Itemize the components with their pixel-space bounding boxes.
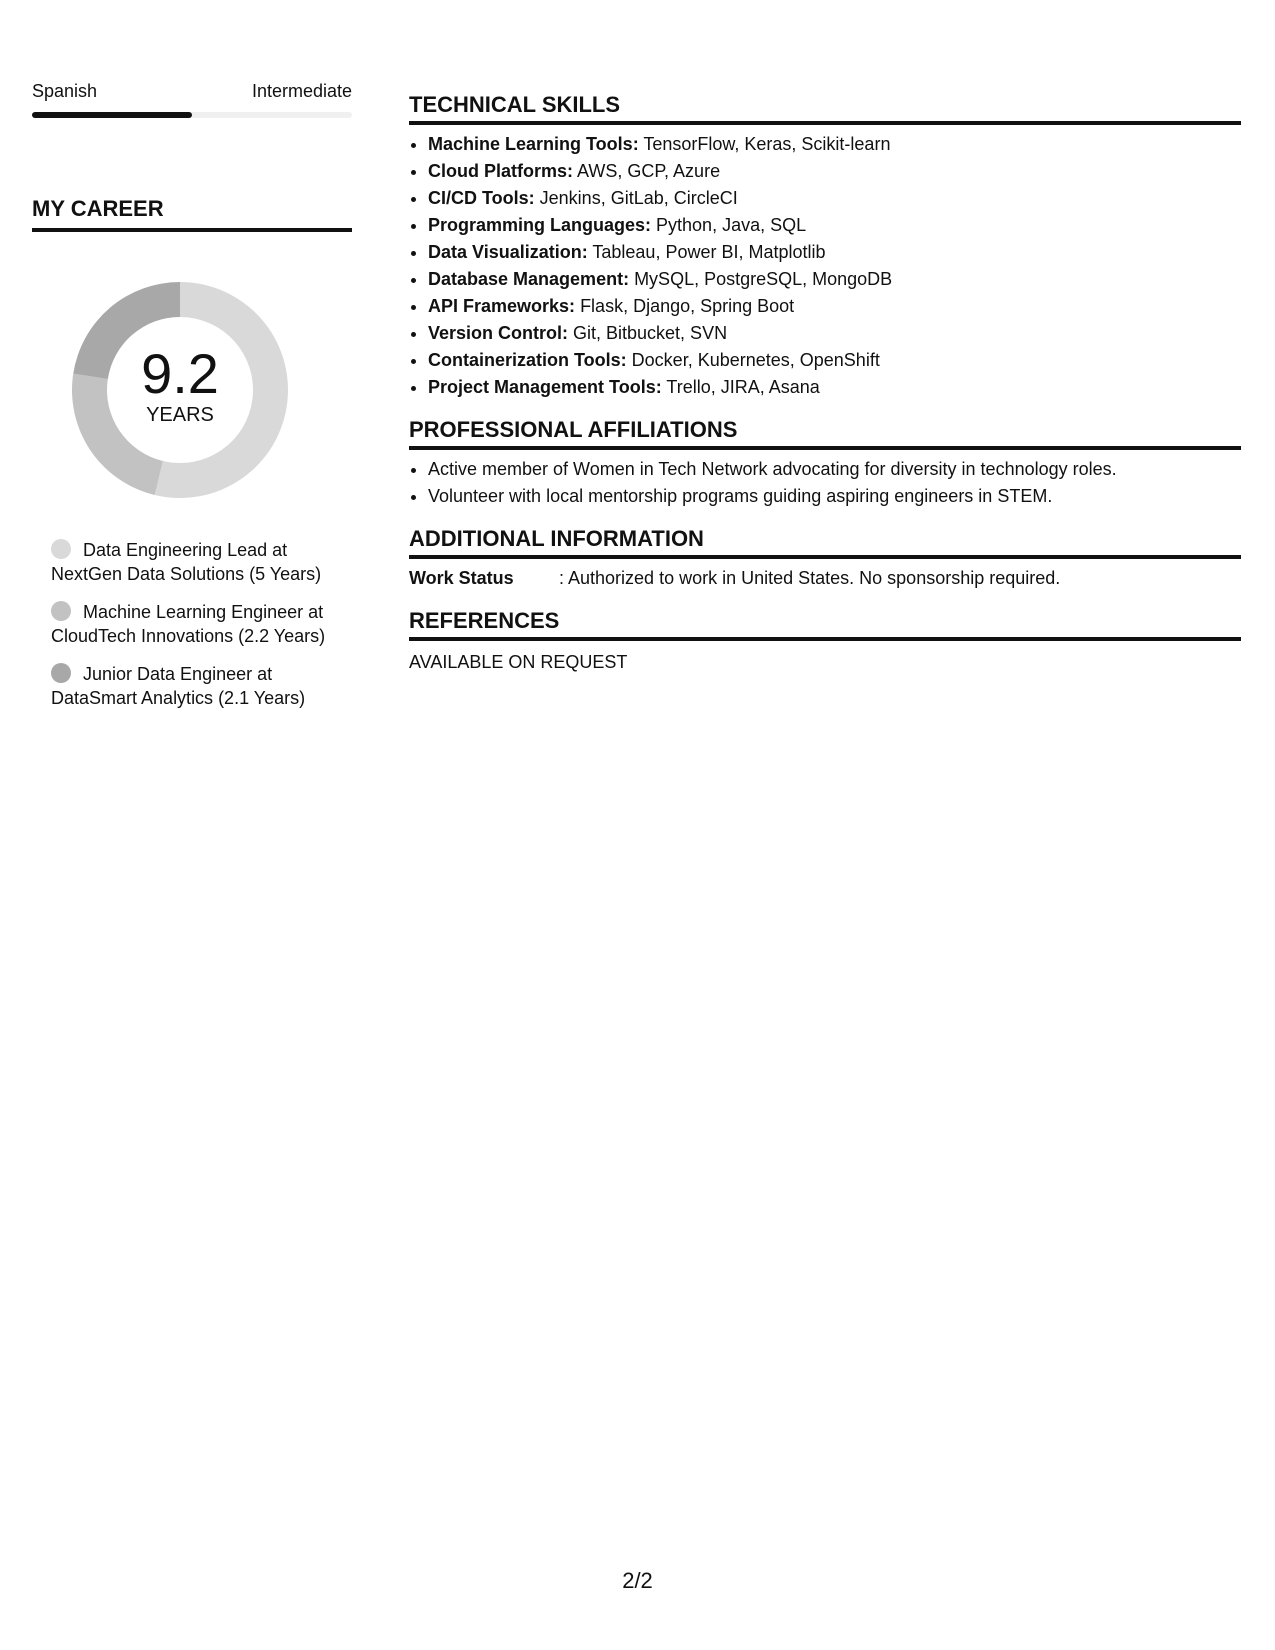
technical-skills-list xyxy=(409,131,1241,401)
references-heading: REFERENCES xyxy=(409,608,1241,641)
career-heading: MY CAREER xyxy=(32,196,352,232)
skill-value: Trello, JIRA, Asana xyxy=(661,377,820,397)
legend-dot-icon xyxy=(51,663,71,683)
skill-item xyxy=(428,293,1241,320)
skill-label: Project Management Tools: xyxy=(428,377,662,397)
skill-item xyxy=(428,239,1241,266)
language-name: Spanish xyxy=(32,81,98,101)
skill-value: Tableau, Power BI, Matplotlib xyxy=(587,242,826,262)
skill-value: Git, Bitbucket, SVN xyxy=(568,323,728,343)
skill-item xyxy=(428,212,1241,239)
work-status-row xyxy=(409,565,1241,592)
affiliations-list xyxy=(409,456,1241,510)
skill-item xyxy=(428,374,1241,401)
career-legend xyxy=(32,538,352,710)
language-level: Intermediate xyxy=(251,81,352,101)
legend-dot-icon xyxy=(51,539,71,559)
total-years-value: 9.2 xyxy=(141,342,219,405)
affiliations-heading: PROFESSIONAL AFFILIATIONS xyxy=(409,417,1241,450)
technical-skills-heading: TECHNICAL SKILLS xyxy=(409,92,1241,125)
skill-label: Programming Languages: xyxy=(428,215,652,235)
skill-label: Version Control: xyxy=(428,323,569,343)
skill-value: Python, Java, SQL xyxy=(651,215,807,235)
career-donut-chart xyxy=(66,276,294,504)
donut-center xyxy=(66,276,294,504)
language-row xyxy=(32,80,352,102)
skill-value: Docker, Kubernetes, OpenShift xyxy=(626,350,880,370)
skill-item xyxy=(428,266,1241,293)
career-item xyxy=(51,538,340,586)
total-years-unit: YEARS xyxy=(146,404,214,426)
language-proficiency-bar xyxy=(32,112,352,118)
right-column xyxy=(409,92,1241,676)
skill-label: Database Management: xyxy=(428,269,630,289)
skill-value: TensorFlow, Keras, Scikit-learn xyxy=(638,134,891,154)
language-proficiency-fill xyxy=(32,112,192,118)
work-status-value: : Authorized to work in United States. No sponsorship required. xyxy=(559,568,1061,588)
career-item xyxy=(51,662,340,710)
skill-item xyxy=(428,158,1241,185)
skill-label: CI/CD Tools: xyxy=(428,188,535,208)
skill-value: Flask, Django, Spring Boot xyxy=(575,296,795,316)
skill-value: MySQL, PostgreSQL, MongoDB xyxy=(629,269,893,289)
career-item xyxy=(51,600,340,648)
career-item-text: Junior Data Engineer at DataSmart Analytics (2.1 Years) xyxy=(51,664,306,708)
skill-item xyxy=(428,347,1241,374)
skill-item xyxy=(428,320,1241,347)
additional-info-heading: ADDITIONAL INFORMATION xyxy=(409,526,1241,559)
skill-value: Jenkins, GitLab, CircleCI xyxy=(534,188,738,208)
skill-label: Machine Learning Tools: xyxy=(428,134,639,154)
page-number: 2/2 xyxy=(622,1568,653,1593)
skill-label: Data Visualization: xyxy=(428,242,588,262)
left-column xyxy=(32,80,352,724)
skill-label: Cloud Platforms: xyxy=(428,161,574,181)
references-text: AVAILABLE ON REQUEST xyxy=(409,652,628,672)
work-status-label: Work Status xyxy=(409,568,514,588)
career-item-text: Data Engineering Lead at NextGen Data Solutions (5 Years) xyxy=(51,540,322,584)
legend-dot-icon xyxy=(51,601,71,621)
skill-label: API Frameworks: xyxy=(428,296,576,316)
career-item-text: Machine Learning Engineer at CloudTech Innovations (2.2 Years) xyxy=(51,602,326,646)
affiliation-item: • Active member of Women in Tech Network advocating for diversity in technology roles. xyxy=(428,456,1241,483)
skill-item xyxy=(428,131,1241,158)
skill-item xyxy=(428,185,1241,212)
affiliation-item: • Volunteer with local mentorship programs guiding aspiring engineers in STEM. xyxy=(428,483,1241,510)
skill-label: Containerization Tools: xyxy=(428,350,627,370)
skill-value: AWS, GCP, Azure xyxy=(573,161,721,181)
